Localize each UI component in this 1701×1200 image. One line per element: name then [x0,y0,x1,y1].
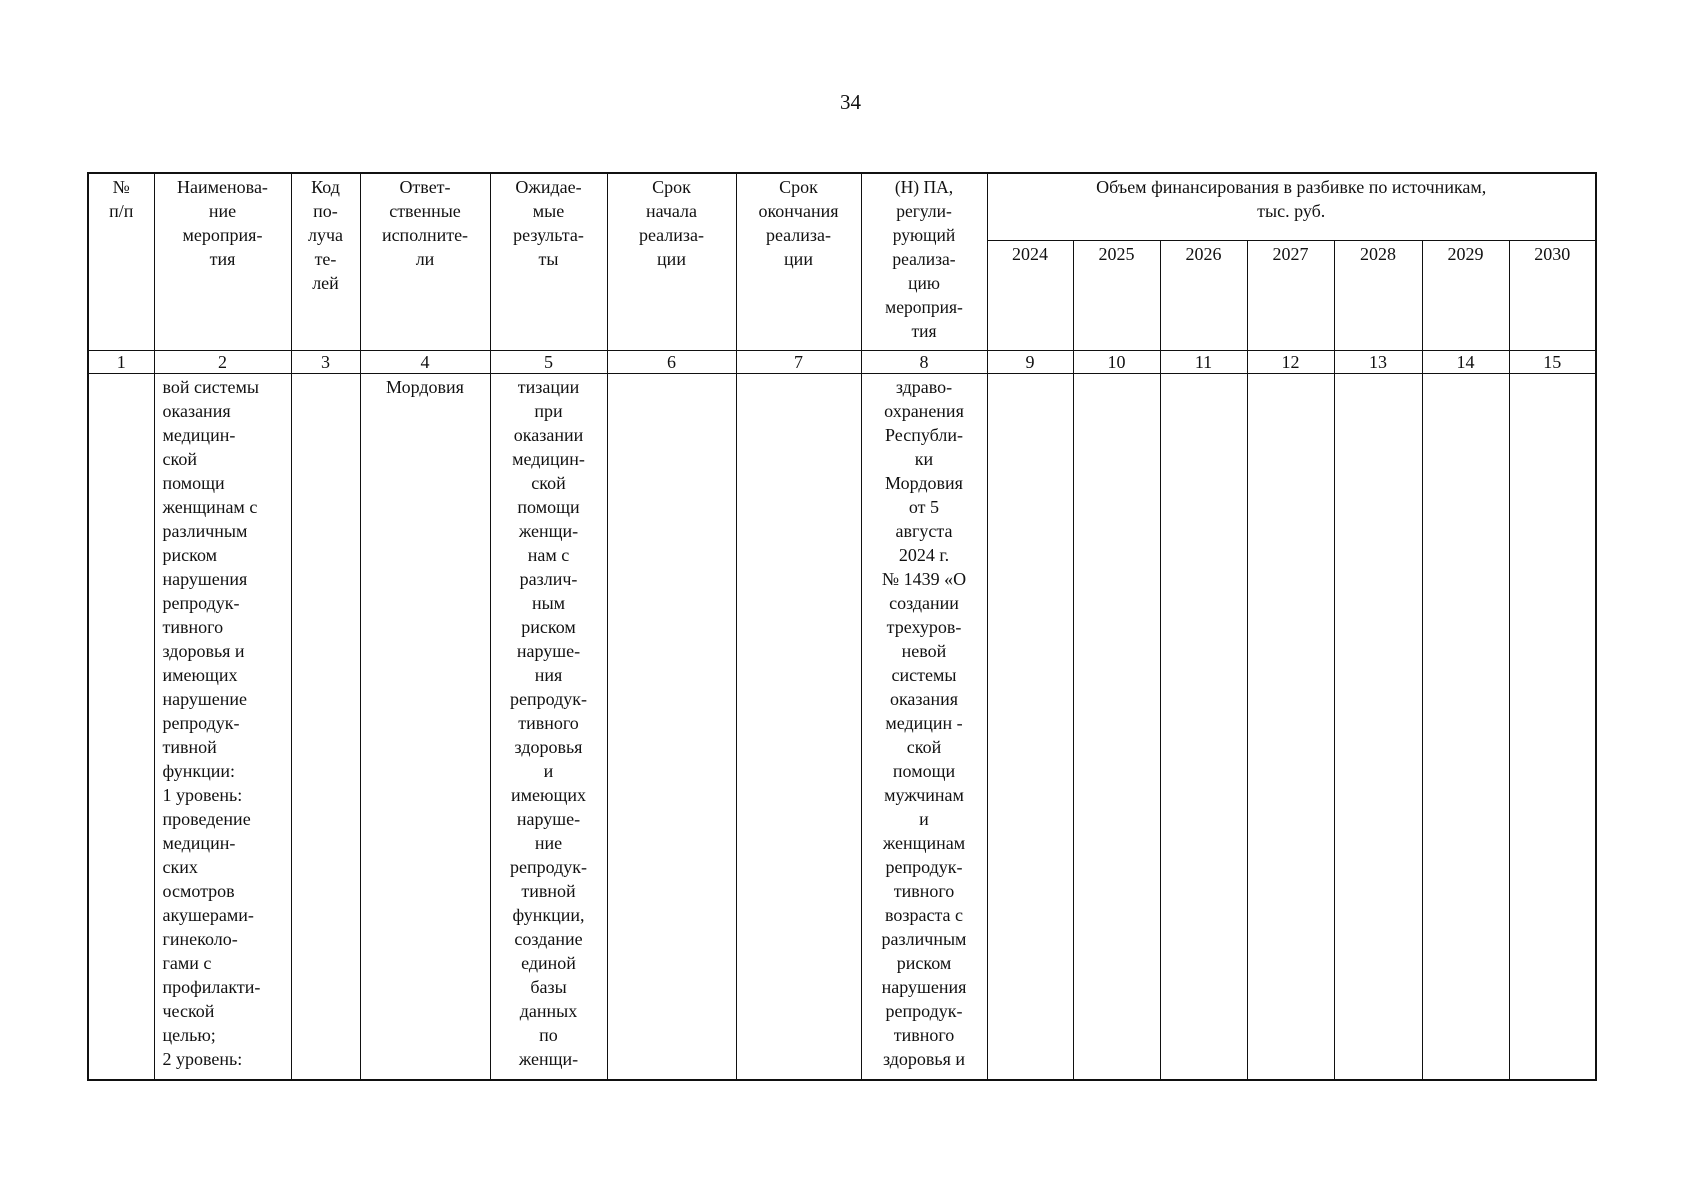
column-number: 3 [291,351,360,374]
header-legal-act: (Н) ПА, регули- рующий реализа- цию мероприя- тия [861,173,987,351]
header-end-date: Срок окончания реализа- ции [736,173,861,351]
column-number: 15 [1509,351,1596,374]
legal-act-cell: здраво- охранения Республи- ки Мордовия от 5 августа 2024 г. № 1439 «О создании трехуров- невой системы оказания медицин - ской помощи мужчинам и женщинам репродук- тивного возраста с различным риском нарушения репродук- тивного здоровья и [861,374,987,1081]
column-number: 10 [1073,351,1160,374]
header-year: 2029 [1422,241,1509,351]
header-year: 2030 [1509,241,1596,351]
financing-cell-2027 [1247,374,1334,1081]
header-recipient-code: Код по- луча те- лей [291,173,360,351]
header-row-1 [88,173,1596,241]
financing-cell-2026 [1160,374,1247,1081]
column-number: 5 [490,351,607,374]
header-year: 2024 [987,241,1073,351]
header-year: 2027 [1247,241,1334,351]
header-start-date: Срок начала реализа- ции [607,173,736,351]
column-number: 12 [1247,351,1334,374]
start-date-cell [607,374,736,1081]
column-number: 7 [736,351,861,374]
column-number: 2 [154,351,291,374]
financing-cell-2024 [987,374,1073,1081]
column-number: 8 [861,351,987,374]
table-row [88,374,1596,1081]
column-number: 6 [607,351,736,374]
column-number: 9 [987,351,1073,374]
column-number: 1 [88,351,154,374]
financing-cell-2029 [1422,374,1509,1081]
column-number: 13 [1334,351,1422,374]
header-number: № п/п [88,173,154,351]
header-event-name: Наименова- ние мероприя- тия [154,173,291,351]
column-number: 4 [360,351,490,374]
financing-cell-2028 [1334,374,1422,1081]
header-year: 2025 [1073,241,1160,351]
header-year: 2028 [1334,241,1422,351]
event-name-cell: вой системы оказания медицин- ской помощи женщинам с различным риском нарушения репродук- тивного здоровья и имеющих нарушение репродук- тивной функции: 1 уровень: проведение медицин- ских осмотров акушерами- гинеколо- гами с профилакти- ческой целью; 2 уровень: [154,374,291,1081]
column-number: 11 [1160,351,1247,374]
column-number: 14 [1422,351,1509,374]
expected-results-cell: тизации при оказании медицин- ской помощи женщи- нам с различ- ным риском наруше- ния репродук- тивного здоровья и имеющих наруше- ние репродук- тивной функции, создание единой базы данных по женщи- [490,374,607,1081]
financing-cell-2030 [1509,374,1596,1081]
financing-table [87,172,1597,1081]
executors-cell: Мордовия [360,374,490,1081]
row-number-cell [88,374,154,1081]
column-number-row [88,351,1596,374]
end-date-cell [736,374,861,1081]
financing-cell-2025 [1073,374,1160,1081]
header-expected-results: Ожидае- мые результа- ты [490,173,607,351]
page-number: 34 [840,90,861,114]
header-financing: Объем финансирования в разбивке по источникам, тыс. руб. [987,173,1596,241]
header-year: 2026 [1160,241,1247,351]
recipient-code-cell [291,374,360,1081]
header-executors: Ответ- ственные исполните- ли [360,173,490,351]
